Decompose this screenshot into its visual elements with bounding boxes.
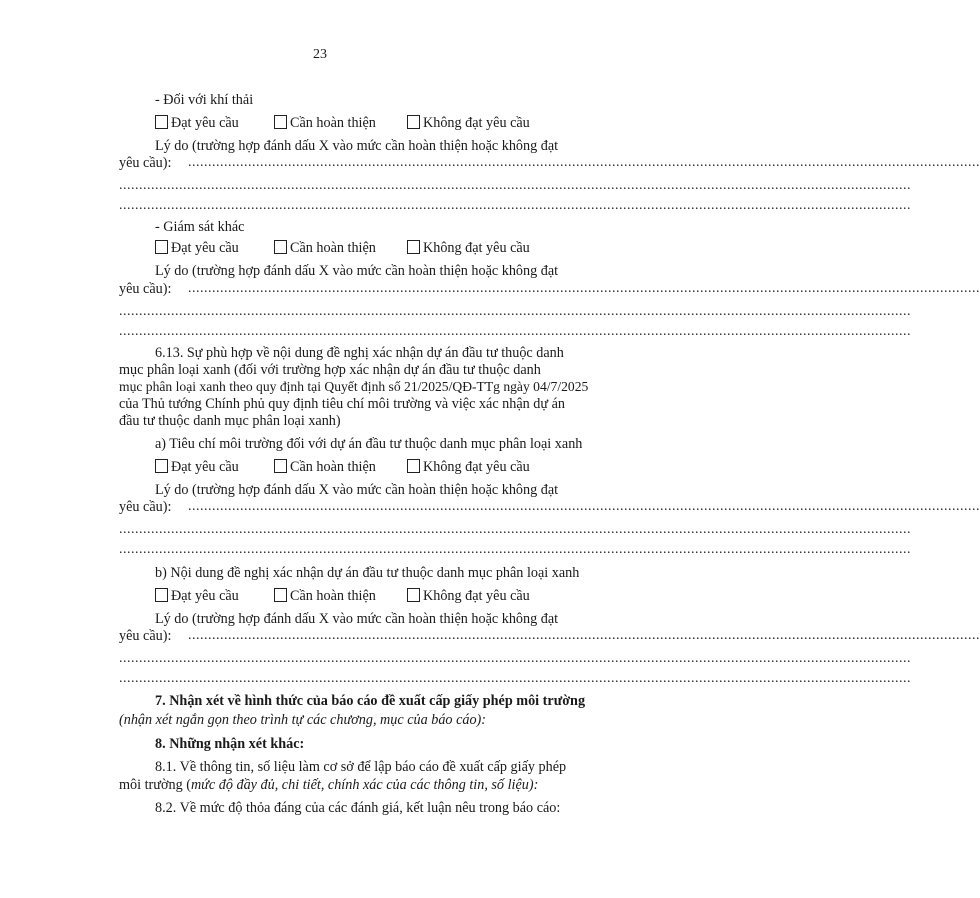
- option-dat[interactable]: Đạt yêu cầu: [155, 458, 239, 476]
- dotted-line[interactable]: ......................................................................................................................................................................................................: [119, 198, 911, 213]
- dotted-line[interactable]: ......................................................................................................................................................................................................: [188, 628, 980, 643]
- reason-label: yêu cầu):: [119, 155, 172, 171]
- page-number: 23: [313, 47, 327, 62]
- dotted-line[interactable]: ......................................................................................................................................................................................................: [119, 178, 911, 193]
- checkbox[interactable]: [155, 588, 168, 602]
- checkbox[interactable]: [407, 240, 420, 254]
- option-khong-dat[interactable]: Không đạt yêu cầu: [407, 458, 530, 476]
- para-613-line: mục phân loại xanh (đối với trường hợp xác nhận dự án đầu tư thuộc danh: [119, 362, 541, 378]
- reason-line: Lý do (trường hợp đánh dấu X vào mức cần hoàn thiện hoặc không đạt: [155, 138, 559, 154]
- reason-line: Lý do (trường hợp đánh dấu X vào mức cần hoàn thiện hoặc không đạt: [155, 611, 559, 627]
- option-can-hoan-thien[interactable]: Cần hoàn thiện: [274, 587, 376, 605]
- dotted-line[interactable]: ......................................................................................................................................................................................................: [119, 324, 911, 339]
- dotted-line[interactable]: ......................................................................................................................................................................................................: [119, 651, 911, 666]
- para-613-line: đầu tư thuộc danh mục phân loại xanh): [119, 413, 341, 429]
- section-8-title: 8. Những nhận xét khác:: [155, 736, 305, 752]
- option-can-hoan-thien[interactable]: Cần hoàn thiện: [274, 239, 376, 257]
- dotted-line[interactable]: ......................................................................................................................................................................................................: [119, 671, 911, 686]
- checkbox[interactable]: [155, 240, 168, 254]
- option-khong-dat[interactable]: Không đạt yêu cầu: [407, 587, 530, 605]
- section-7-note: (nhận xét ngắn gọn theo trình tự các chương, mục của báo cáo):: [119, 712, 487, 728]
- checkbox[interactable]: [274, 115, 287, 129]
- checkbox[interactable]: [155, 115, 168, 129]
- checkbox[interactable]: [274, 588, 287, 602]
- checkbox[interactable]: [407, 115, 420, 129]
- section-title-a: a) Tiêu chí môi trường đối với dự án đầu tư thuộc danh mục phân loại xanh: [155, 436, 583, 452]
- para-81-line: môi trường (mức độ đầy đủ, chi tiết, chính xác của các thông tin, số liệu):: [119, 777, 539, 793]
- option-dat[interactable]: Đạt yêu cầu: [155, 587, 239, 605]
- para-613-line: mục phân loại xanh theo quy định tại Quyết định số 21/2025/QĐ-TTg ngày 04/7/2025: [119, 379, 589, 394]
- para-82: 8.2. Về mức độ thỏa đáng của các đánh giá, kết luận nêu trong báo cáo:: [155, 800, 561, 816]
- option-khong-dat[interactable]: Không đạt yêu cầu: [407, 239, 530, 257]
- section-title-khi-thai: - Đối với khí thải: [155, 92, 254, 108]
- reason-line: Lý do (trường hợp đánh dấu X vào mức cần hoàn thiện hoặc không đạt: [155, 482, 559, 498]
- reason-line: Lý do (trường hợp đánh dấu X vào mức cần hoàn thiện hoặc không đạt: [155, 263, 559, 279]
- checkbox[interactable]: [274, 459, 287, 473]
- dotted-line[interactable]: ......................................................................................................................................................................................................: [119, 542, 911, 557]
- option-can-hoan-thien[interactable]: Cần hoàn thiện: [274, 114, 376, 132]
- section-title-b: b) Nội dung đề nghị xác nhận dự án đầu tư thuộc danh mục phân loại xanh: [155, 565, 580, 581]
- option-khong-dat[interactable]: Không đạt yêu cầu: [407, 114, 530, 132]
- option-dat[interactable]: Đạt yêu cầu: [155, 114, 239, 132]
- section-7-title: 7. Nhận xét về hình thức của báo cáo đề xuất cấp giấy phép môi trường: [155, 693, 586, 709]
- option-can-hoan-thien[interactable]: Cần hoàn thiện: [274, 458, 376, 476]
- reason-label: yêu cầu):: [119, 281, 172, 297]
- para-613-line: 6.13. Sự phù hợp về nội dung đề nghị xác nhận dự án đầu tư thuộc danh: [155, 345, 564, 361]
- reason-label: yêu cầu):: [119, 628, 172, 644]
- dotted-line[interactable]: ......................................................................................................................................................................................................: [188, 155, 980, 170]
- dotted-line[interactable]: ......................................................................................................................................................................................................: [119, 522, 911, 537]
- para-613-line: của Thủ tướng Chính phủ quy định tiêu chí môi trường và việc xác nhận dự án: [119, 396, 566, 412]
- section-title-giam-sat: - Giám sát khác: [155, 219, 245, 235]
- dotted-line[interactable]: ......................................................................................................................................................................................................: [188, 281, 980, 296]
- dotted-line[interactable]: ......................................................................................................................................................................................................: [119, 304, 911, 319]
- dotted-line[interactable]: ......................................................................................................................................................................................................: [188, 499, 980, 514]
- para-81-line: 8.1. Về thông tin, số liệu làm cơ sở để lập báo cáo đề xuất cấp giấy phép: [155, 759, 567, 775]
- reason-label: yêu cầu):: [119, 499, 172, 515]
- checkbox[interactable]: [407, 459, 420, 473]
- checkbox[interactable]: [407, 588, 420, 602]
- option-dat[interactable]: Đạt yêu cầu: [155, 239, 239, 257]
- checkbox[interactable]: [155, 459, 168, 473]
- checkbox[interactable]: [274, 240, 287, 254]
